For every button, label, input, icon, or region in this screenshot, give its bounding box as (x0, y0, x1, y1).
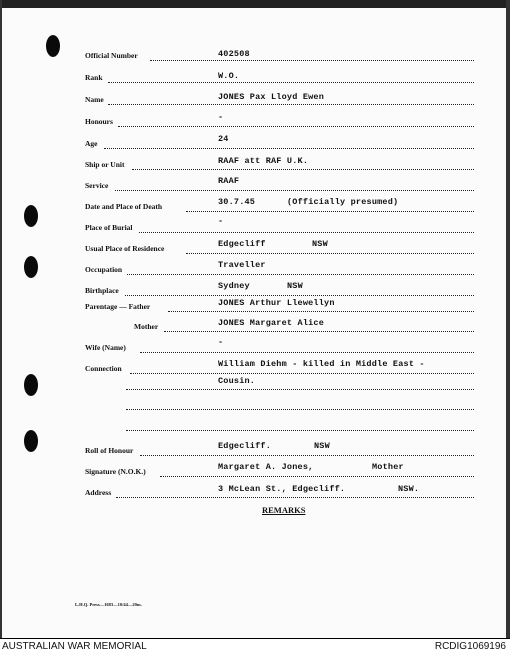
dotted-line (115, 190, 474, 191)
remarks-heading: REMARKS (262, 505, 306, 515)
service-label: Service (85, 181, 109, 190)
ship-unit-label: Ship or Unit (85, 160, 125, 169)
address-label: Address (85, 488, 112, 497)
official-number-value: 402508 (218, 49, 250, 59)
father-value: JONES Arthur Llewellyn (218, 298, 335, 308)
scan-edge-left (0, 0, 2, 638)
rank-label: Rank (85, 73, 103, 82)
dotted-line (108, 82, 474, 83)
age-label: Age (85, 139, 98, 148)
dotted-line (140, 455, 474, 456)
service-value: RAAF (218, 176, 240, 186)
dotted-line (108, 104, 474, 105)
dotted-line (160, 476, 474, 477)
dotted-line (127, 274, 474, 275)
dotted-line (130, 373, 474, 374)
dotted-line (139, 232, 474, 233)
connection-line1: William Diehm - killed in Middle East - (218, 359, 425, 369)
father-label: Parentage — Father (85, 302, 151, 311)
dotted-line (126, 389, 474, 390)
connection-line2: Cousin. (218, 376, 256, 386)
burial-value: - (218, 216, 224, 226)
dotted-line (186, 253, 474, 254)
scan-edge-right (506, 0, 510, 638)
dotted-line (132, 169, 474, 170)
punch-hole-2 (24, 205, 38, 227)
scan-edge-top (0, 0, 510, 8)
roll-label: Roll of Honour (85, 446, 134, 455)
honours-value: - (218, 112, 224, 122)
signature-label: Signature (N.O.K.) (85, 467, 146, 476)
ship-unit-value: RAAF att RAF U.K. (218, 156, 309, 166)
punch-hole-3 (24, 256, 38, 278)
printer-note: L.H.Q. Press—1683—10/44—20m. (75, 602, 142, 607)
death-label: Date and Place of Death (85, 202, 163, 211)
name-label: Name (85, 95, 104, 104)
dotted-line (186, 211, 474, 212)
dotted-line (126, 430, 474, 431)
death-date-value: 30.7.45 (218, 197, 256, 207)
occupation-label: Occupation (85, 265, 123, 274)
burial-label: Place of Burial (85, 223, 133, 232)
punch-hole-5 (24, 430, 38, 452)
mother-label: Mother (134, 322, 159, 331)
punch-hole-1 (46, 35, 60, 57)
dotted-line (125, 295, 474, 296)
address-state: NSW. (398, 484, 420, 494)
signature-value: Margaret A. Jones, (218, 462, 314, 472)
birthplace-state: NSW (287, 281, 303, 291)
roll-state: NSW (314, 441, 330, 451)
wife-value: - (218, 337, 224, 347)
dotted-line (140, 352, 474, 353)
name-value: JONES Pax Lloyd Ewen (218, 92, 325, 102)
dotted-line (118, 126, 474, 127)
footer-record-id: RCDIG1069196 (434, 641, 506, 652)
address-value: 3 McLean St., Edgecliff. (218, 484, 346, 494)
official-number-label: Official Number (85, 51, 138, 60)
connection-label: Connection (85, 364, 122, 373)
residence-label: Usual Place of Residence (85, 244, 165, 253)
mother-value: JONES Margaret Alice (218, 318, 325, 328)
residence-state: NSW (312, 239, 328, 249)
footer-bar (0, 638, 510, 655)
rank-value: W.O. (218, 71, 240, 81)
birthplace-label: Birthplace (85, 286, 119, 295)
dotted-line (116, 497, 474, 498)
dotted-line (164, 331, 474, 332)
residence-value: Edgecliff (218, 239, 266, 249)
death-note: (Officially presumed) (287, 197, 399, 207)
occupation-value: Traveller (218, 260, 266, 270)
dotted-line (168, 311, 474, 312)
footer-institution: AUSTRALIAN WAR MEMORIAL (2, 641, 147, 652)
age-value: 24 (218, 134, 229, 144)
dotted-line (104, 148, 474, 149)
signature-relation: Mother (372, 462, 404, 472)
punch-hole-4 (24, 374, 38, 396)
honours-label: Honours (85, 117, 113, 126)
dotted-line (150, 60, 474, 61)
dotted-line (126, 409, 474, 410)
roll-value: Edgecliff. (218, 441, 272, 451)
wife-label: Wife (Name) (85, 343, 126, 352)
birthplace-value: Sydney (218, 281, 250, 291)
